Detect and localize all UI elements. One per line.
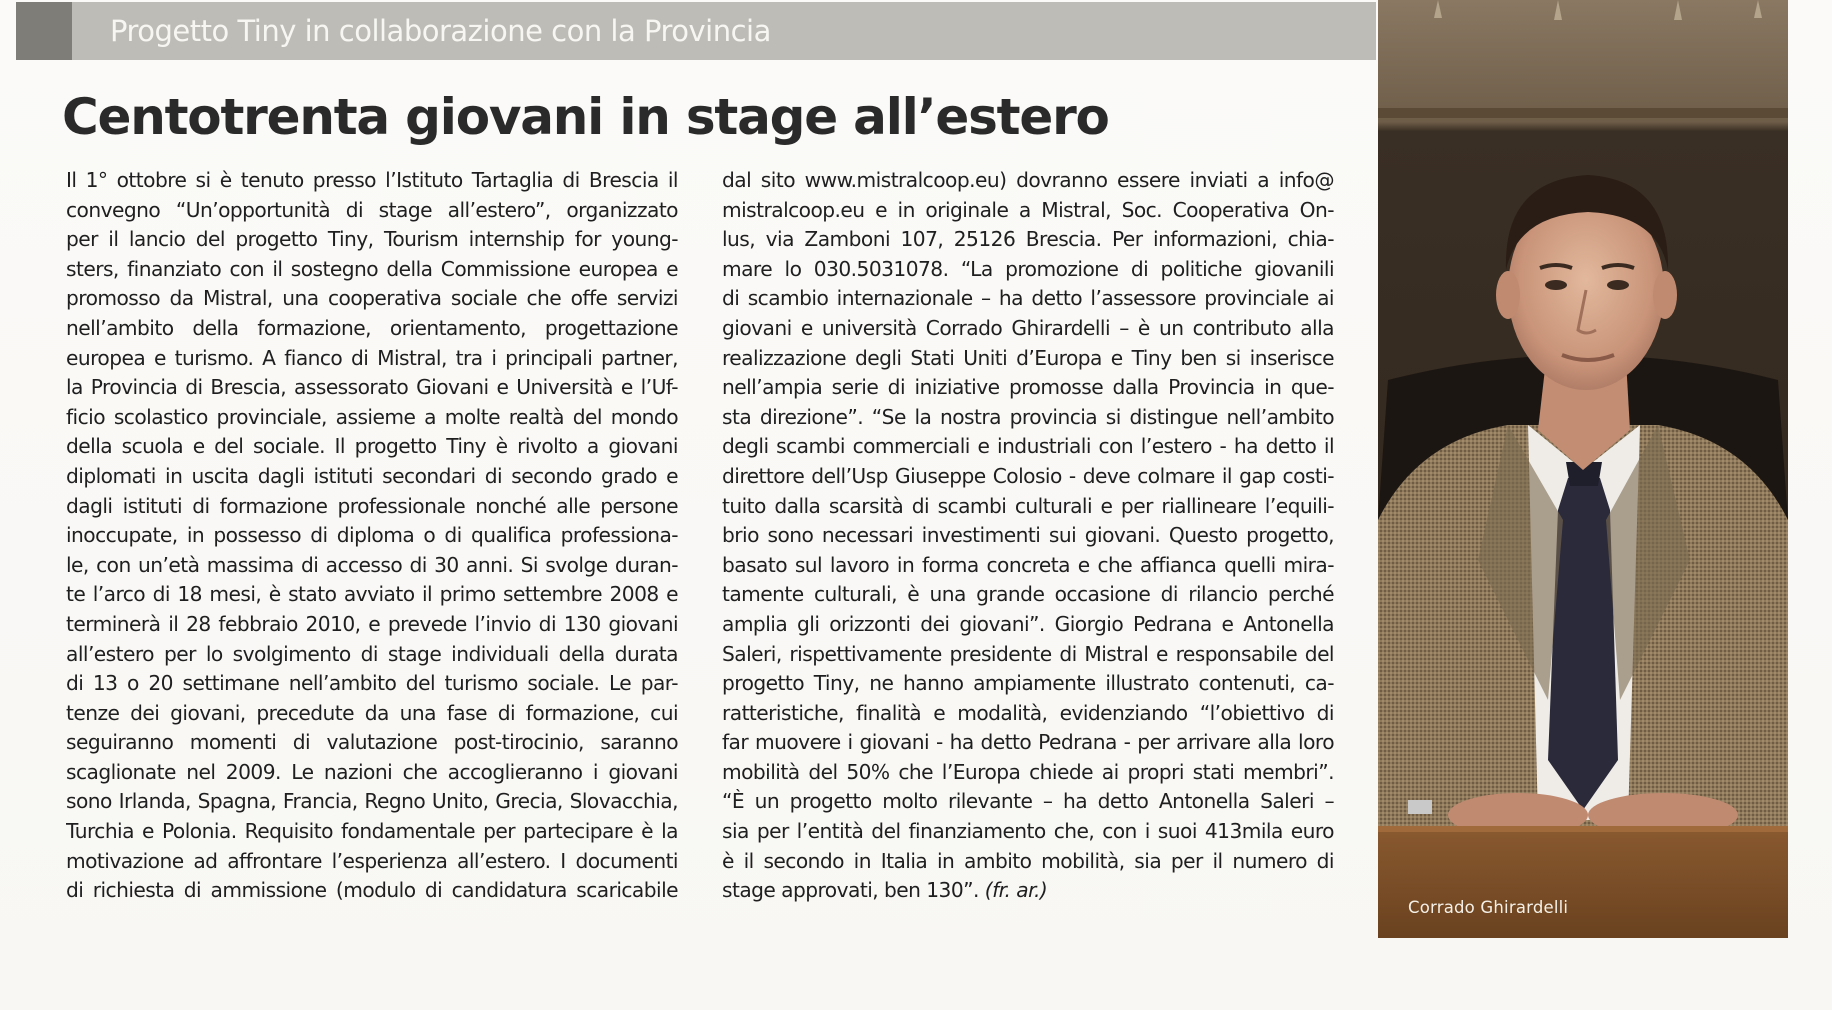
text-line: progetto Tiny, ne hanno ampiamente illustrato contenuti, ca-	[722, 671, 1334, 696]
text-line: te l’arco di 18 mesi, è stato avviato il primo settembre 2008 e	[66, 582, 678, 607]
text-line: di scambio internazionale – ha detto l’assessore provinciale ai	[722, 286, 1334, 311]
article-column-1	[66, 166, 678, 906]
article-column-2	[722, 166, 1334, 906]
text-line: ratteristiche, finalità e modalità, evidenziando “l’obiettivo di	[722, 700, 1334, 725]
text-line: giovani e università Corrado Ghirardelli – è un contributo alla	[722, 315, 1334, 340]
text-line: la Provincia di Brescia, assessorato Giovani e Università e l’Uf-	[66, 375, 678, 400]
text-line: diplomati in uscita dagli istituti secondari di secondo grado e	[66, 463, 678, 488]
text-line: è il secondo in Italia in ambito mobilità, sia per il numero di	[722, 848, 1334, 873]
text-line: mare lo 030.5031078. “La promozione di politiche giovanili	[722, 256, 1334, 281]
portrait-photo	[1378, 0, 1788, 938]
article-headline: Centotrenta giovani in stage all’estero	[62, 88, 1109, 146]
text-line: della scuola e del sociale. Il progetto Tiny è rivolto a giovani	[66, 434, 678, 459]
text-line: europea e turismo. A fianco di Mistral, tra i principali partner,	[66, 345, 678, 370]
text-line: sters, finanziato con il sostegno della Commissione europea e	[66, 256, 678, 281]
text-line: le, con un’età massima di accesso di 30 anni. Si svolge duran-	[66, 552, 678, 577]
text-line: nell’ampia serie di iniziative promosse dalla Provincia in que-	[722, 375, 1334, 400]
text-line: “È un progetto molto rilevante – ha detto Antonella Saleri –	[722, 789, 1334, 814]
text-line: per il lancio del progetto Tiny, Tourism internship for young-	[66, 227, 678, 252]
text-line: tenze dei giovani, precedute da una fase di formazione, cui	[66, 700, 678, 725]
text-line: seguiranno momenti di valutazione post-tirocinio, saranno	[66, 730, 678, 755]
text-line: degli scambi commerciali e industriali con l’estero - ha detto il	[722, 434, 1334, 459]
text-line: dal sito www.mistralcoop.eu) dovranno essere inviati a info@	[722, 168, 1334, 192]
text-line: all’estero per lo svolgimento di stage individuali della durata	[66, 641, 678, 666]
text-line: amplia gli orizzonti dei giovani”. Giorgio Pedrana e Antonella	[722, 611, 1334, 636]
text-line: di 13 o 20 settimane nell’ambito del turismo sociale. Le par-	[66, 671, 678, 696]
text-line: direttore dell’Usp Giuseppe Colosio - deve colmare il gap costi-	[722, 463, 1334, 488]
text-line: ficio scolastico provinciale, assieme a molte realtà del mondo	[66, 404, 678, 429]
text-line: tuito dalla scarsità di scambi culturali e per riallineare l’equili-	[722, 493, 1334, 518]
text-line: tamente culturali, è una grande occasione di rilancio perché	[722, 582, 1334, 607]
text-line: sia per l’entità del finanziamento che, con i suoi 413mila euro	[722, 819, 1334, 844]
text-line: nell’ambito della formazione, orientamento, progettazione	[66, 315, 678, 340]
text-line: basato sul lavoro in forma concreta e che affianca quelli mira-	[722, 552, 1334, 577]
text-line-last	[722, 876, 1334, 906]
last-line-text: stage approvati, ben 130”.	[722, 878, 979, 903]
text-line: di richiesta di ammissione (modulo di candidatura scaricabile	[66, 878, 678, 903]
kicker-accent-block	[16, 2, 72, 60]
text-line: realizzazione degli Stati Uniti d’Europa e Tiny ben si inserisce	[722, 345, 1334, 370]
text-line: promosso da Mistral, una cooperativa sociale che offe servizi	[66, 286, 678, 311]
text-line: terminerà il 28 febbraio 2010, e prevede l’invio di 130 giovani	[66, 611, 678, 636]
text-line: inoccupate, in possesso di diploma o di qualifica professiona-	[66, 523, 678, 548]
text-line: scaglionate nel 2009. Le nazioni che accoglieranno i giovani	[66, 759, 678, 784]
text-line: brio sono necessari investimenti sui giovani. Questo progetto,	[722, 523, 1334, 548]
text-line: motivazione ad affrontare l’esperienza all’estero. I documenti	[66, 848, 678, 873]
text-line: Turchia e Polonia. Requisito fondamentale per partecipare è la	[66, 819, 678, 844]
text-line: far muovere i giovani - ha detto Pedrana - per arrivare alla loro	[722, 730, 1334, 755]
text-line: Il 1° ottobre si è tenuto presso l’Istituto Tartaglia di Brescia il	[66, 168, 678, 192]
photo-caption: Corrado Ghirardelli	[1408, 898, 1569, 917]
text-line: mobilità del 50% che l’Europa chiede ai propri stati membri”.	[722, 759, 1334, 784]
kicker-text: Progetto Tiny in collaborazione con la Provincia	[110, 14, 771, 48]
text-line: dagli istituti di formazione professionale nonché alle persone	[66, 493, 678, 518]
text-line: Saleri, rispettivamente presidente di Mistral e responsabile del	[722, 641, 1334, 666]
text-line: lus, via Zamboni 107, 25126 Brescia. Per informazioni, chia-	[722, 227, 1334, 252]
text-line: sono Irlanda, Spagna, Francia, Regno Unito, Grecia, Slovacchia,	[66, 789, 678, 814]
text-line: mistralcoop.eu e in originale a Mistral, Soc. Cooperativa On-	[722, 197, 1334, 222]
author-byline: (fr. ar.)	[984, 878, 1048, 903]
text-line: sta direzione”. “Se la nostra provincia si distingue nell’ambito	[722, 404, 1334, 429]
text-line: convegno “Un’opportunità di stage all’estero”, organizzato	[66, 197, 678, 222]
